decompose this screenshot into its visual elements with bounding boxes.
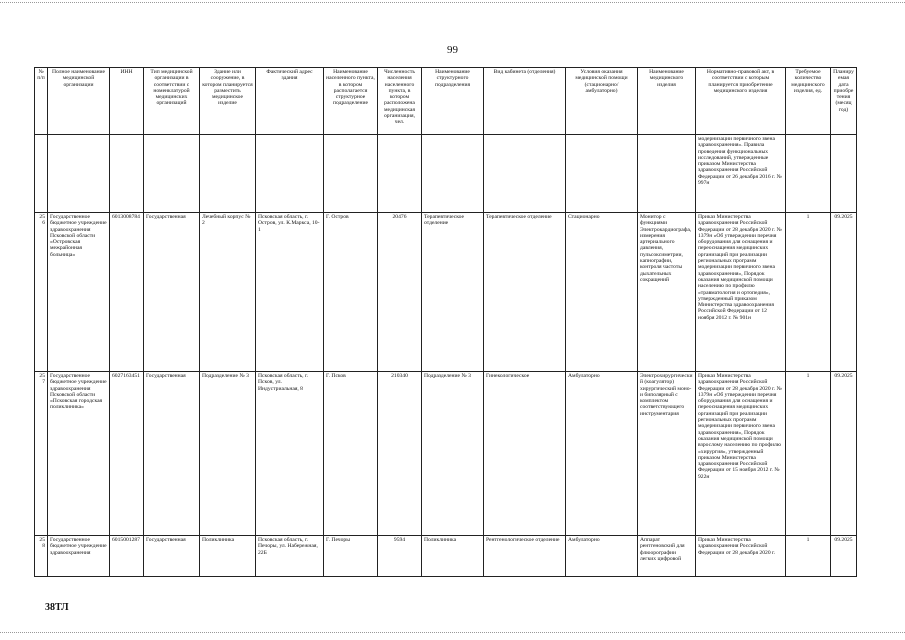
settlement-cell: Г. Печоры	[324, 536, 378, 577]
legal-act-cell: Приказ Министерства здравоохранения Российской Федерации от 28 декабря 2020 г. № 1379н «Об утверждении перечня оборудования для оснащения и переоснащения медицинских организаций при реализации региональных программ модернизации первичного звена здравоохранения», Порядок оказания медицинской помощи населению по профилю «травматология и ортопедия», утвержденный приказом Министерства здравоохранения Российской Федерации от 12 ноября 2012 г. № 901н	[696, 213, 786, 372]
table-cell	[422, 135, 484, 213]
department-cell: Терапевтическое отделение	[484, 213, 566, 372]
table-cell	[200, 135, 256, 213]
inn-cell: 6027163451	[110, 372, 144, 536]
row-number-cell: 257	[35, 372, 48, 536]
table-cell	[786, 135, 831, 213]
organization-name-cell: Государственное бюджетное учреждение здравоохранения	[48, 536, 110, 577]
quantity-cell: 1	[786, 536, 831, 577]
device-name-cell: Электрохирургический (коагулятор) хирургический моно- и биполярный с комплектом соответствующего инструментария	[638, 372, 696, 536]
subdivision-cell: Подразделение № 3	[422, 372, 484, 536]
legal-act-cell: Приказ Министерства здравоохранения Российской Федерации от 28 декабря 2020 г. № 1379н «Об утверждении перечня оборудования для оснащения и переоснащения медицинских организаций при реализации региональных программ модернизации первичного звена здравоохранения», Порядок оказания медицинской помощи взрослому населению по профилю «хирургия», утвержденный приказом Министерства здравоохранения Российской Федерации от 15 ноября 2012 г. № 922н	[696, 372, 786, 536]
table-cell	[484, 135, 566, 213]
organization-type-cell: Государственная	[144, 372, 200, 536]
table-cell: модернизации первичного звена здравоохранения». Правила проведения функциональных исследований, утвержденные приказом Министерства здравоохранения Российской Федерации от 26 декабря 2016 г. № 997н	[696, 135, 786, 213]
table-header-row	[35, 68, 857, 135]
population-cell: 20476	[378, 213, 422, 372]
address-cell: Псковская область, г. Остров, ул. К.Маркса, 10-1	[256, 213, 324, 372]
inn-cell: 6015001287	[110, 536, 144, 577]
address-cell: Псковская область, г. Печоры, ул. Набережная, 22Б	[256, 536, 324, 577]
table-cell	[35, 135, 48, 213]
page-number: 99	[447, 44, 458, 56]
table-cell	[378, 135, 422, 213]
care-conditions-cell: Стационарно	[566, 213, 638, 372]
table-cell	[110, 135, 144, 213]
header-cell: Тип медицинской организации в соответствии с номенклатурой медицинских организаций	[144, 68, 200, 135]
header-cell: Нормативно-правовой акт, в соответствии с которым планируется приобретение медицинского изделия	[696, 68, 786, 135]
table-row	[35, 536, 857, 577]
table-cell	[566, 135, 638, 213]
table-cell	[48, 135, 110, 213]
registry-table	[34, 67, 857, 577]
population-cell: 210340	[378, 372, 422, 536]
department-cell: Гинекологическое	[484, 372, 566, 536]
header-cell: Наименование населенного пункта, в котором располагается структурное подразделение	[324, 68, 378, 135]
header-cell: Наименование медицинского изделия	[638, 68, 696, 135]
department-cell: Рентгенологическое отделение	[484, 536, 566, 577]
table-cell	[638, 135, 696, 213]
header-cell: Здание или сооружение, в котором планируется разместить медицинское изделие	[200, 68, 256, 135]
header-cell: Численность населения населенного пункта, в котором расположена медицинская организация, чел.	[378, 68, 422, 135]
subdivision-cell: Поликлиника	[422, 536, 484, 577]
header-cell: ИНН	[110, 68, 144, 135]
table-row	[35, 135, 857, 213]
organization-name-cell: Государственное бюджетное учреждение здравоохранения Псковской области «Островская межрайонная больница»	[48, 213, 110, 372]
organization-type-cell: Государственная	[144, 536, 200, 577]
subdivision-cell: Терапевтическое отделение	[422, 213, 484, 372]
header-cell: Условия оказания медицинской помощи (стационарно/ амбулаторно)	[566, 68, 638, 135]
table-row	[35, 372, 857, 536]
building-cell: Поликлиника	[200, 536, 256, 577]
legal-act-cell: Приказ Министерства здравоохранения Российской Федерации от 28 декабря 2020 г.	[696, 536, 786, 577]
quantity-cell: 1	[786, 372, 831, 536]
document-footer-code: 38ТЛ	[45, 602, 69, 613]
care-conditions-cell: Амбулаторно	[566, 536, 638, 577]
table-cell	[144, 135, 200, 213]
header-cell: Фактический адрес здания	[256, 68, 324, 135]
building-cell: Лечебный корпус № 2	[200, 213, 256, 372]
scan-edge-bottom	[0, 632, 905, 635]
table-cell	[324, 135, 378, 213]
building-cell: Подразделение № 3	[200, 372, 256, 536]
header-cell: Планируемая дата приобретения (месяц год)	[831, 68, 857, 135]
quantity-cell: 1	[786, 213, 831, 372]
row-number-cell: 258	[35, 536, 48, 577]
population-cell: 9594	[378, 536, 422, 577]
table-cell	[831, 135, 857, 213]
settlement-cell: Г. Псков	[324, 372, 378, 536]
settlement-cell: Г. Остров	[324, 213, 378, 372]
organization-type-cell: Государственная	[144, 213, 200, 372]
purchase-date-cell: 09.2025	[831, 536, 857, 577]
header-cell: Наименование структурного подразделения	[422, 68, 484, 135]
device-name-cell: Монитор с функциями Электрокардиографа, измерения артериального давления, пульсоксиметрии, капнографии, контроля частоты дыхательных сокращений	[638, 213, 696, 372]
row-number-cell: 256	[35, 213, 48, 372]
header-cell: Требуемое количество медицинского изделия, ед.	[786, 68, 831, 135]
table-cell	[256, 135, 324, 213]
header-cell: Вид кабинета (отделения)	[484, 68, 566, 135]
inn-cell: 6013008784	[110, 213, 144, 372]
care-conditions-cell: Амбулаторно	[566, 372, 638, 536]
organization-name-cell: Государственное бюджетное учреждение здравоохранения Псковской области «Псковская городская поликлиника»	[48, 372, 110, 536]
purchase-date-cell: 09.2025	[831, 213, 857, 372]
header-cell: № п/п	[35, 68, 48, 135]
scan-edge-top	[0, 2, 905, 5]
table-row	[35, 213, 857, 372]
device-name-cell: Аппарат рентгеновский для флюорографии легких цифровой	[638, 536, 696, 577]
purchase-date-cell: 09.2025	[831, 372, 857, 536]
address-cell: Псковская область, г. Псков, ул. Индустриальная, 8	[256, 372, 324, 536]
header-cell: Полное наименование медицинской организации	[48, 68, 110, 135]
